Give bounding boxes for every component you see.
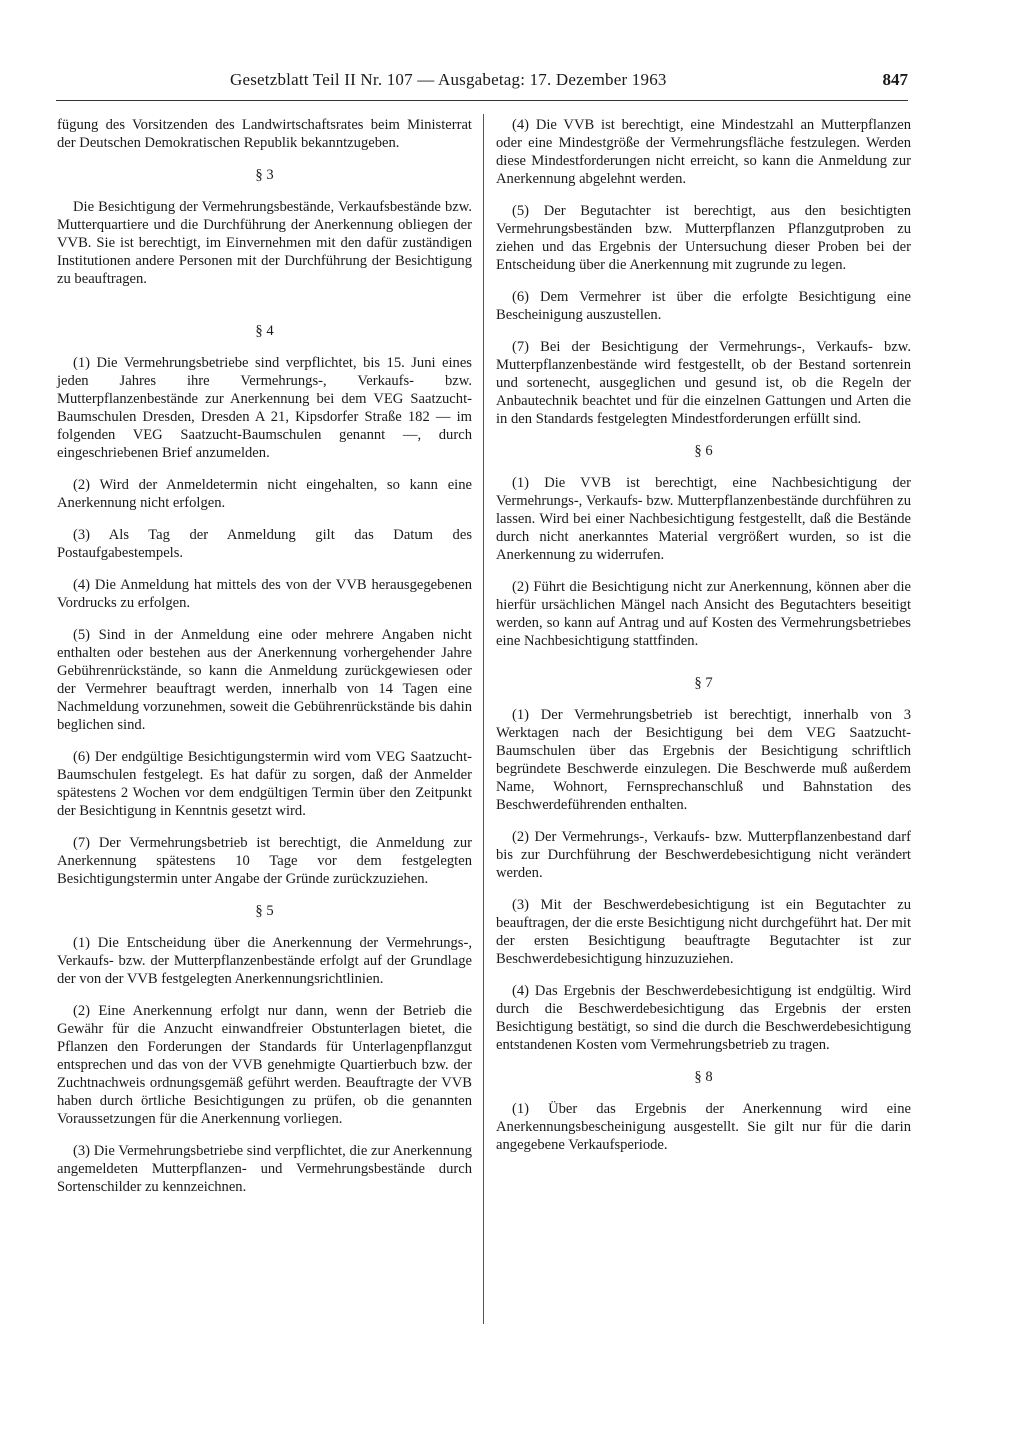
- paragraph: (7) Der Vermehrungsbetrieb ist berechtigt, die Anmeldung zur Anerkennung spätestens 10 Tage vor dem festgelegten Besichtigungstermin unter Angabe der Gründe zurückzuziehen.: [57, 835, 472, 887]
- paragraph: (3) Mit der Beschwerdebesichtigung ist ein Begutachter zu beauftragen, der die erste Besichtigung nicht durchgeführt hat. Der mit der ersten Besichtigung beauftragte Begutachter ist zur Beschwerdebesichtigung hinzuzuziehen.: [496, 897, 911, 967]
- header-title: Gesetzblatt Teil II Nr. 107 — Ausgabetag: 17. Dezember 1963: [230, 70, 667, 89]
- paragraph: (5) Sind in der Anmeldung eine oder mehrere Angaben nicht enthalten oder bestehen aus der Anerkennung vorhergehender Jahre Gebührenrückstände, so kann die Anmeldung zurückgewiesen oder der Vermehrer beauftragt werden, innerhalb von 14 Tagen eine Nachmeldung vorzunehmen, soweit die Gebührenrückstände bis dahin beglichen sind.: [57, 627, 472, 733]
- paragraph: (2) Führt die Besichtigung nicht zur Anerkennung, können aber die hierfür ursächlichen Mängel nach Ansicht des Begutachters beseitigt werden, so kann auf Antrag und auf Kosten des Vermehrungsbetriebes eine Nachbesichtigung stattfinden.: [496, 579, 911, 649]
- paragraph: (6) Der endgültige Besichtigungstermin wird vom VEG Saatzucht-Baumschulen festgelegt. Es hat dafür zu sorgen, daß der Anmelder spätestens 2 Wochen vor dem endgültigen Termin über den Zeitpunkt der Besichtigung in Kenntnis gesetzt wird.: [57, 749, 472, 819]
- left-column: [57, 116, 472, 1210]
- paragraph: (2) Eine Anerkennung erfolgt nur dann, wenn der Betrieb die Gewähr für die Anzucht einwandfreier Obstunterlagen bietet, die Pflanzen den Forderungen der Standards für Unterlagenpflanzgut entsprechen und das von der VVB genehmigte Quartierbuch bzw. der Zuchtnachweis ordnungsgemäß geführt werden. Beauftragte der VVB haben durch örtliche Besichtigungen zu prüfen, ob die genannten Voraussetzungen für die Anerkennung vorliegen.: [57, 1003, 472, 1127]
- paragraph: (4) Das Ergebnis der Beschwerdebesichtigung ist endgültig. Wird durch die Beschwerdebesichtigung das Ergebnis der ersten Besichtigung bestätigt, so sind die durch die Beschwerdebesichtigung entstandenen Kosten vom Vermehrungsbetrieb zu tragen.: [496, 983, 911, 1053]
- section-heading-8: § 8: [694, 1069, 713, 1085]
- paragraph: (4) Die Anmeldung hat mittels des von der VVB herausgegebenen Vordrucks zu erfolgen.: [57, 577, 472, 611]
- page-number: 847: [882, 70, 908, 89]
- paragraph: Die Besichtigung der Vermehrungsbestände, Verkaufsbestände bzw. Mutterquartiere und die Durchführung der Anerkennung obliegen der VVB. Sie ist berechtigt, im Einvernehmen mit den dafür zuständigen Institutionen andere Personen mit der Durchführung der Besichtigung zu beauftragen.: [57, 199, 472, 287]
- page-header: [56, 70, 908, 98]
- paragraph: (1) Die Entscheidung über die Anerkennung der Vermehrungs-, Verkaufs- bzw. der Mutterpflanzenbestände erfolgt auf der Grundlage der von der VVB festgelegten Anerkennungsrichtlinien.: [57, 935, 472, 987]
- paragraph: (3) Als Tag der Anmeldung gilt das Datum des Postaufgabestempels.: [57, 527, 472, 561]
- section-heading-4: § 4: [255, 323, 274, 339]
- paragraph: (5) Der Begutachter ist berechtigt, aus den besichtigten Vermehrungsbeständen bzw. Mutterpflanzen Pflanzgutproben zu ziehen und das Ergebnis der Untersuchung dieser Proben bei der Entscheidung über die Anerkennung mit zugrunde zu legen.: [496, 203, 911, 273]
- paragraph: (1) Die VVB ist berechtigt, eine Nachbesichtigung der Vermehrungs-, Verkaufs- bzw. Mutterpflanzenbestände durchführen zu lassen. Wird bei einer Nachbesichtigung festgestellt, daß die Bestände durch nicht anerkanntes Material vergrößert wurden, so ist die Anerkennung zu widerrufen.: [496, 475, 911, 563]
- right-column: [496, 116, 911, 1168]
- section-heading-7: § 7: [694, 675, 713, 691]
- header-rule: [56, 100, 908, 101]
- section-heading-6: § 6: [694, 443, 713, 459]
- paragraph: fügung des Vorsitzenden des Landwirtschaftsrates beim Ministerrat der Deutschen Demokratischen Republik bekanntzugeben.: [57, 117, 472, 151]
- section-heading-3: § 3: [255, 167, 274, 183]
- paragraph: (1) Über das Ergebnis der Anerkennung wird eine Anerkennungsbescheinigung ausgestellt. Sie gilt nur für die darin angegebene Verkaufsperiode.: [496, 1101, 911, 1153]
- paragraph: (3) Die Vermehrungsbetriebe sind verpflichtet, die zur Anerkennung angemeldeten Mutterpflanzen- und Vermehrungsbestände durch Sortenschilder zu kennzeichnen.: [57, 1143, 472, 1195]
- paragraph: (2) Wird der Anmeldetermin nicht eingehalten, so kann eine Anerkennung nicht erfolgen.: [57, 477, 472, 511]
- paragraph: (1) Die Vermehrungsbetriebe sind verpflichtet, bis 15. Juni eines jeden Jahres ihre Vermehrungs-, Verkaufs- bzw. Mutterpflanzenbestände zur Anerkennung bei dem VEG Saatzucht-Baumschulen Dresden, Dresden A 21, Kipsdorfer Straße 182 — im folgenden VEG Saatzucht-Baumschulen genannt —, durch eingeschriebenen Brief anzumelden.: [57, 355, 472, 461]
- section-heading-5: § 5: [255, 903, 274, 919]
- paragraph: (4) Die VVB ist berechtigt, eine Mindestzahl an Mutterpflanzen oder eine Mindestgröße der Vermehrungsfläche festzulegen. Werden diese Mindestforderungen nicht erreicht, so kann die Anmeldung zur Anerkennung abgelehnt werden.: [496, 117, 911, 187]
- paragraph: (2) Der Vermehrungs-, Verkaufs- bzw. Mutterpflanzenbestand darf bis zur Durchführung der Beschwerdebesichtigung nicht verändert werden.: [496, 829, 911, 881]
- paragraph: (1) Der Vermehrungsbetrieb ist berechtigt, innerhalb von 3 Werktagen nach der Besichtigung bei dem VEG Saatzucht-Baumschulen über das Ergebnis der Besichtigung schriftlich begründete Beschwerde einzulegen. Die Beschwerde muß außerdem Name, Wohnort, Fernsprechanschluß und Bahnstation des Beschwerdeführenden enthalten.: [496, 707, 911, 813]
- paragraph: (6) Dem Vermehrer ist über die erfolgte Besichtigung eine Bescheinigung auszustellen.: [496, 289, 911, 323]
- paragraph: (7) Bei der Besichtigung der Vermehrungs-, Verkaufs- bzw. Mutterpflanzenbestände wird festgestellt, ob der Bestand sortenrein und sortenecht, ausgeglichen und gesund ist, ob die Regeln der Anbautechnik beachtet und für die einzelnen Gattungen und Arten die in den Standards festgelegten Mindestforderungen erfüllt sind.: [496, 339, 911, 427]
- column-divider: [483, 114, 484, 1324]
